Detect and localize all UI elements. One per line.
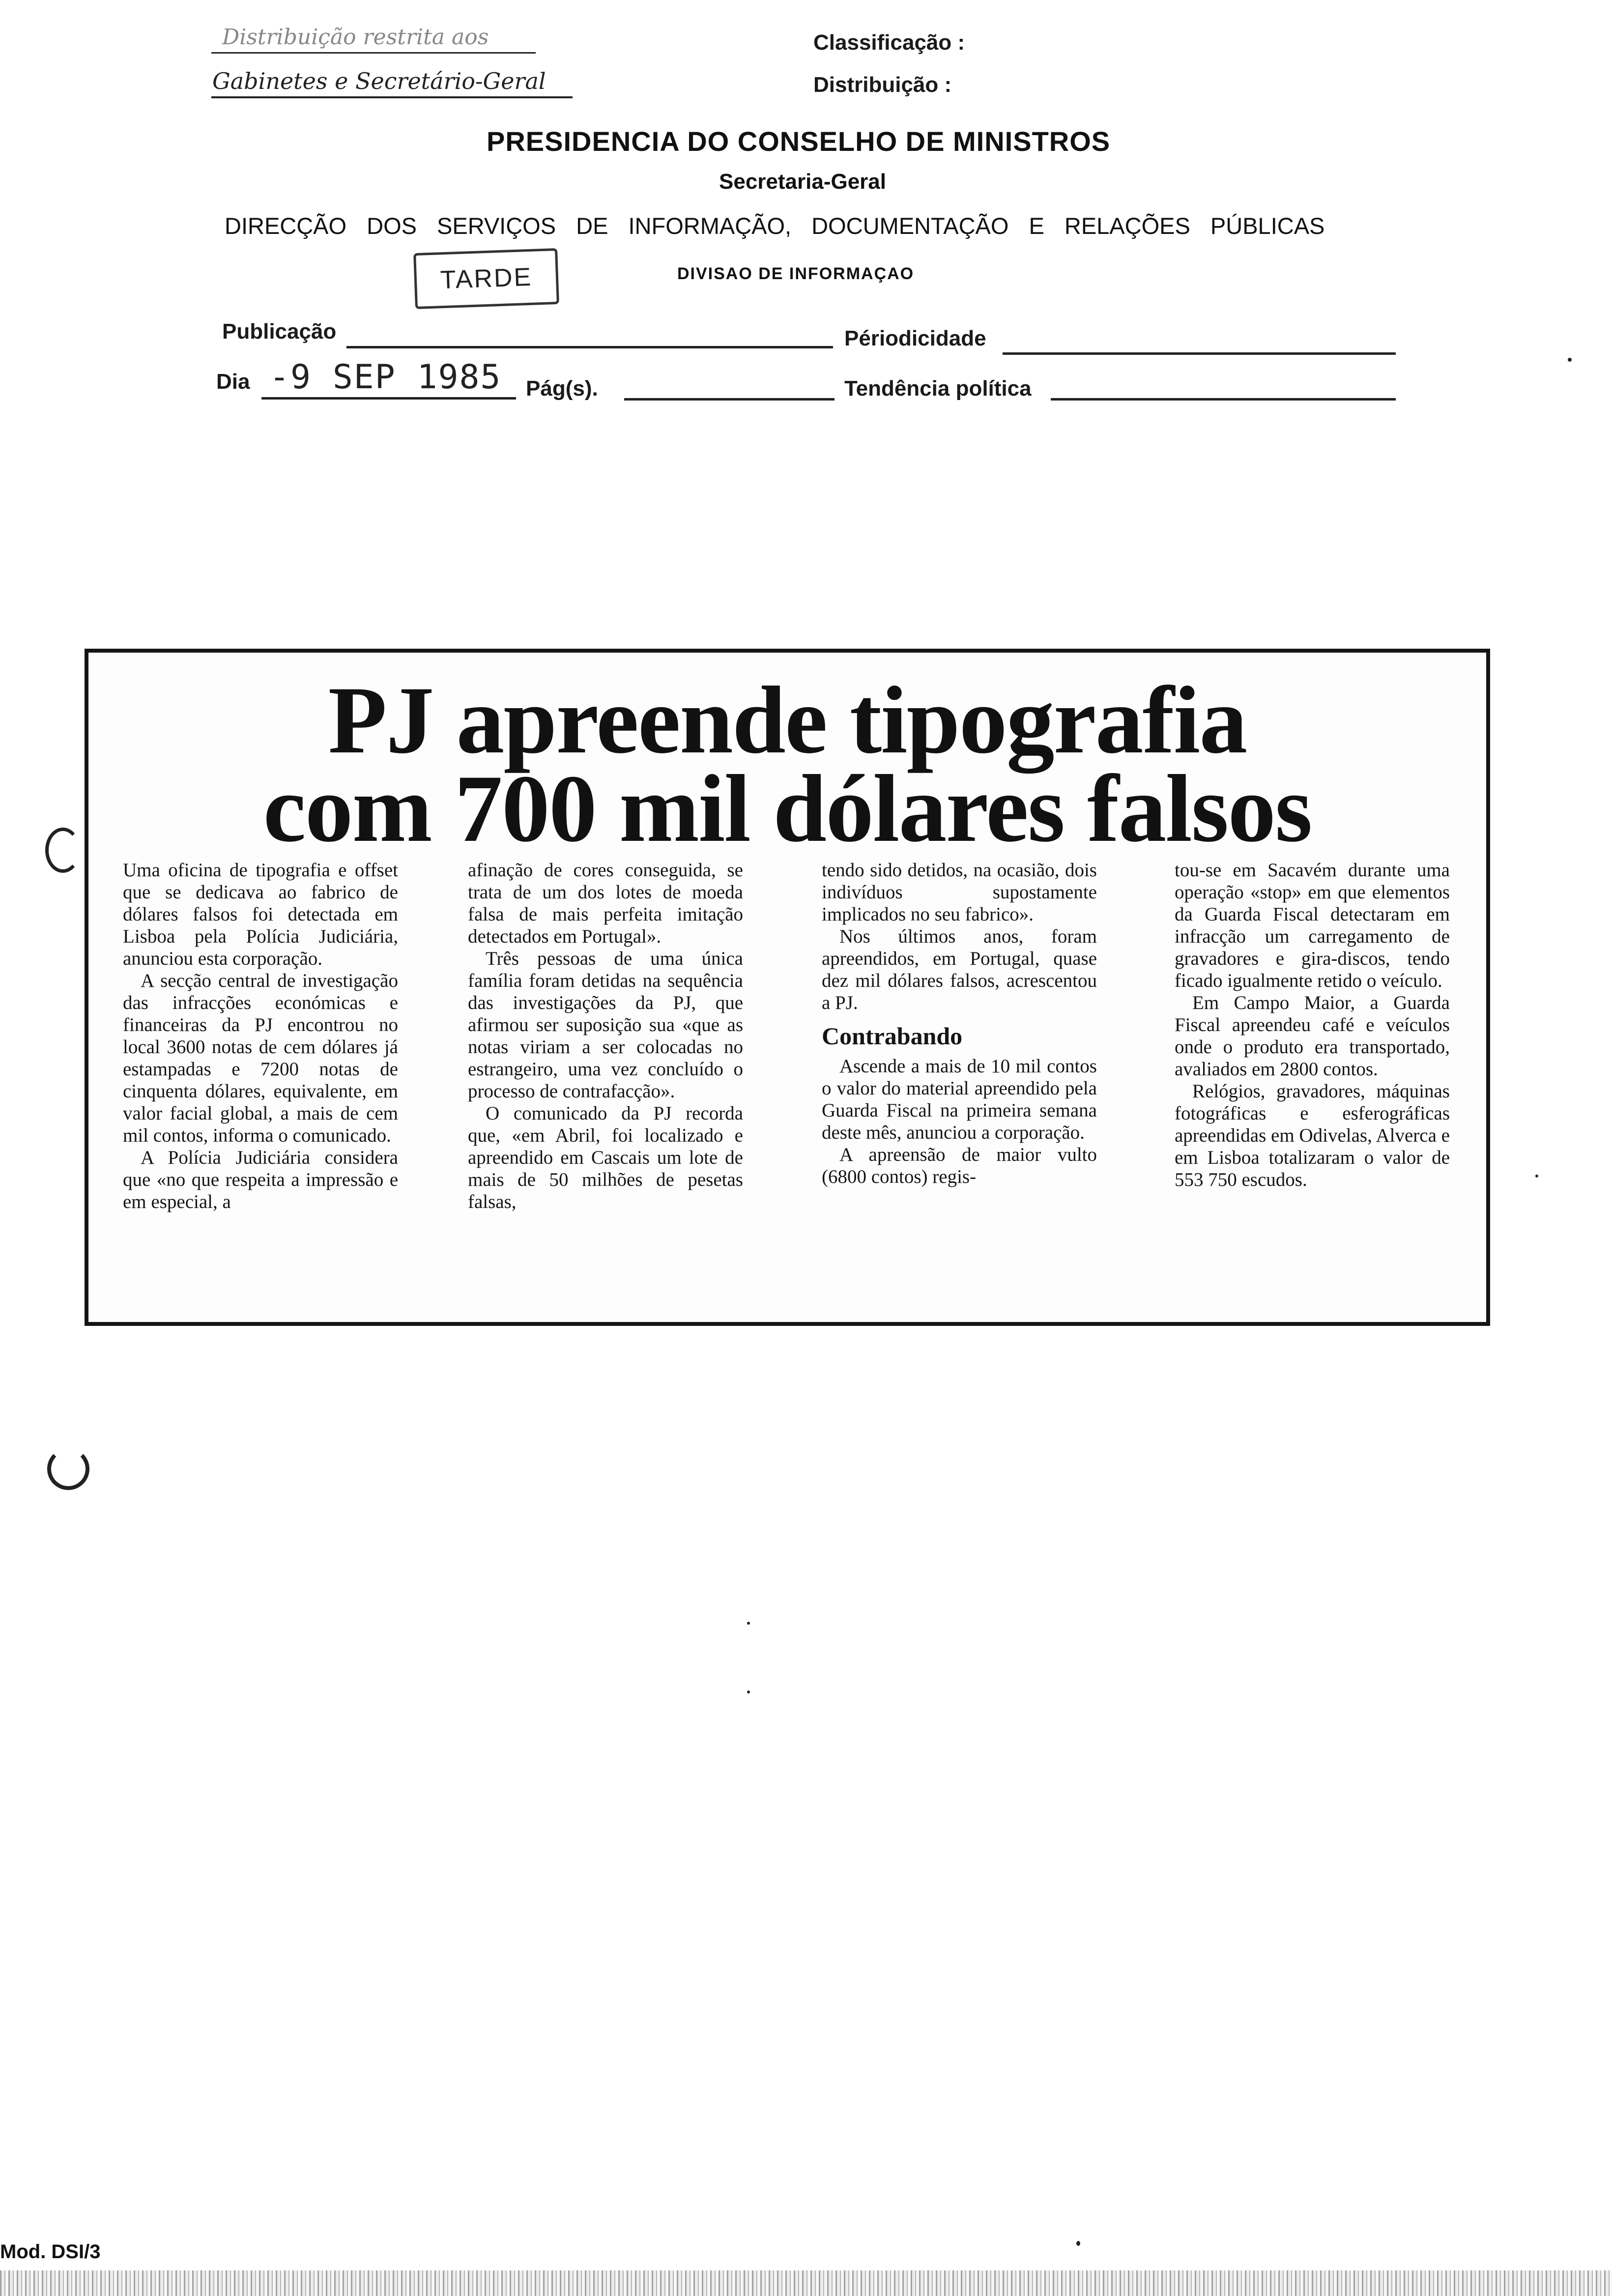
- distribution-note-handwritten: Distribuição restrita aos: [222, 25, 489, 50]
- punch-hole-mark: [47, 1448, 89, 1490]
- article-column-2: [468, 859, 743, 1213]
- periodicidade-field-line: [1003, 352, 1396, 355]
- direccao-servicos: DIRECÇÃO DOS SERVIÇOS DE INFORMAÇÃO, DOCUMENTAÇÃO E RELAÇÕES PÚBLICAS: [225, 213, 1325, 239]
- dia-field-line: [261, 397, 516, 400]
- dia-label: Dia: [216, 370, 250, 394]
- tarde-stamp-text: TARDE: [439, 262, 533, 295]
- publicacao-label: Publicação: [222, 319, 337, 344]
- form-model-code: Mod. DSI/3: [0, 2241, 101, 2263]
- paragraph: A apreensão de maior vulto (6800 contos) regis-: [822, 1144, 1097, 1187]
- institution-title: PRESIDENCIA DO CONSELHO DE MINISTROS: [487, 126, 1111, 157]
- headline-line-2: com 700 mil dólares falsos: [263, 755, 1312, 862]
- paragraph: A Polícia Judiciária considera que «no que respeita a impressão e em especial, a: [123, 1147, 398, 1212]
- article-column-3: [822, 859, 1097, 1188]
- date-stamp: -9 SEP 1985: [269, 358, 502, 397]
- paragraph: afinação de cores conseguida, se trata de um dos lotes de moeda falsa de mais perfeita imitação detectados em Portugal».: [468, 860, 743, 947]
- tendencia-field-line: [1051, 398, 1396, 401]
- paragraph: tou-se em Sacavém durante uma operação «stop» em que elementos da Guarda Fiscal detectaram em infracção um carregamento de gravadores e gira-discos, tendo ficado igualmente retido o veículo.: [1175, 860, 1450, 991]
- paragraph: tendo sido detidos, na ocasião, dois indivíduos supostamente implicados no seu fabrico».: [822, 860, 1097, 925]
- article-column-1: [123, 859, 398, 1213]
- distribution-recipients-handwritten: Gabinetes e Secretário-Geral: [212, 68, 546, 94]
- paginas-field-line: [624, 398, 835, 401]
- periodicidade-label: Périodicidade: [844, 326, 986, 350]
- paragraph: Três pessoas de uma única família foram detidas na sequência das investigações da PJ, que afirmou ser suposição sua «que as notas viriam a ser colocadas no estrangeiro, uma vez concluído o processo de contrafacção».: [468, 948, 743, 1102]
- paginas-label: Pág(s).: [526, 376, 598, 401]
- tarde-stamp: [413, 248, 559, 309]
- paragraph: A secção central de investigação das infracções económicas e financeiras da PJ encontrou no local 3600 notas de cem dólares já estampadas e 7200 notas de cinquenta dólares, equivalente, em valor facial global, a mais de cem mil contos, informa o comunicado.: [123, 970, 398, 1146]
- publicacao-field-line: [346, 346, 833, 348]
- classificacao-label: Classificação :: [813, 30, 965, 55]
- article-column-4: [1175, 859, 1450, 1191]
- paragraph: Em Campo Maior, a Guarda Fiscal apreendeu café e veículos onde o produto era transportado, avaliados em 2800 contos.: [1175, 992, 1450, 1080]
- headline-line-1: PJ apreende tipografia: [328, 667, 1247, 774]
- paragraph: Uma oficina de tipografia e offset que se dedicava ao fabrico de dólares falsos foi detectada em Lisboa pela Polícia Judiciária, anunciou esta corporação.: [123, 860, 398, 969]
- paragraph: Relógios, gravadores, máquinas fotográficas e esferográficas apreendidas em Odivelas, Alverca e em Lisboa totalizaram o valor de 553 750 escudos.: [1175, 1081, 1450, 1190]
- secretaria-geral: Secretaria-Geral: [719, 170, 886, 194]
- punch-hole-mark: [45, 828, 81, 873]
- paragraph: O comunicado da PJ recorda que, «em Abril, foi localizado e apreendido em Cascais um lote de mais de 50 milhões de pesetas falsas,: [468, 1103, 743, 1212]
- section-subhead: Contrabando: [822, 1022, 963, 1050]
- paragraph: Ascende a mais de 10 mil contos o valor do material apreendido pela Guarda Fiscal na primeira semana deste mês, anunciou a corporação.: [822, 1056, 1097, 1143]
- newspaper-clipping: [85, 649, 1490, 1326]
- paragraph: Nos últimos anos, foram apreendidos, em Portugal, quase dez mil dólares falsos, acrescentou a PJ.: [822, 926, 1097, 1013]
- tendencia-politica-label: Tendência política: [844, 376, 1032, 401]
- divisao-informacao: DIVISAO DE INFORMAÇAO: [677, 264, 915, 283]
- distribuicao-label: Distribuição :: [813, 73, 952, 97]
- scan-edge-noise: [0, 2270, 1612, 2296]
